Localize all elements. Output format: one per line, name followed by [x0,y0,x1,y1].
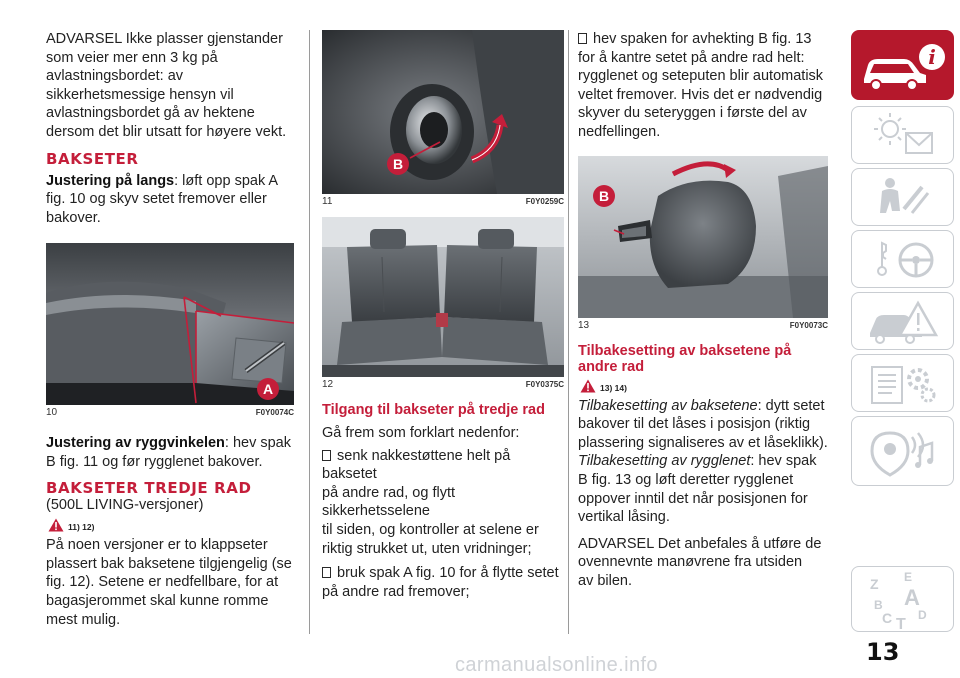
bullet-3 [578,30,830,142]
text-line: plassering signaliseres av et låseklikk). [578,434,828,451]
langs-label: Justering på langs [46,172,175,189]
text-line: avlastningsbordet: av [46,68,184,85]
text-line: på andre rad, og flytt sikkerhetsselene [322,484,455,520]
index-letter: Z [870,576,879,592]
bullet-2 [322,564,562,601]
text-line: : hev spak [750,453,817,470]
tab-safety[interactable] [851,168,954,226]
index-letter: C [882,610,893,626]
figure-number: 11 [322,196,333,207]
tredje-rad-paragraph [46,536,296,629]
multimedia-icon [852,417,955,487]
text-line: rygglenet og seteputen blir automatisk [578,68,824,85]
heading-line: Tilbakesetting av baksetene på [578,342,792,359]
tab-car-info[interactable] [851,30,954,100]
text-line: : dytt setet [757,397,825,414]
text-line: bruk spak A fig. 10 for å flytte setet [337,565,559,582]
heading-tilbakesetting [578,343,830,375]
figure-number: 10 [46,407,58,419]
figure-code: F0Y0073C [789,320,828,330]
starting-driving-icon [852,231,955,289]
warning-ref-text: 11) 12) [68,522,95,533]
heading-bakseter-tredje-rad: BAKSETER TREDJE RAD [46,478,252,497]
text-line: riktig strukket ut, uten vridninger; [322,540,532,557]
tab-emergency[interactable] [851,292,954,350]
text-line: sikkerhetsmessige hensyn vil [46,86,234,103]
text-line: for å kantre setet på andre rad helt: [578,49,805,66]
column-divider [568,30,569,634]
marker-b-label: B [392,156,404,172]
column-2 [322,30,562,601]
info-glyph: i [928,45,936,69]
text-line: skyver du seteryggen i første del av [578,105,807,122]
text-line: ADVARSEL Ikke plasser gjenstander [46,31,283,47]
marker-a-label: A [262,381,274,398]
figure-11-image [322,30,564,194]
text-line: veltet fremover. Hvis det er nødvendig [578,86,823,103]
text-line: som veier mer enn 3 kg på [46,49,218,66]
versjon-note: (500L LIVING-versjoner) [46,496,204,513]
figure-number: 12 [322,379,334,390]
tab-maintenance[interactable] [851,354,954,412]
text-line: B fig. 13 og løft deretter rygglenet [578,471,794,488]
text-line: plassert bak baksetene tilgjengelig (se [46,555,292,572]
text-line: dersom det blir utsatt for høyere vekt. [46,123,287,140]
lead-text: Gå frem som forklart nedenfor: [322,425,520,441]
checkbox-bullet-icon [578,33,587,44]
warning-triangle-icon [580,379,596,393]
tab-starting-driving[interactable] [851,230,954,288]
text-line: på andre rad fremover; [322,583,470,600]
advarsel-paragraph [46,30,296,142]
tilbake-label: Tilbakesetting av baksetene [578,397,758,414]
car-info-icon [852,31,955,101]
figure-10 [46,243,294,418]
figure-code: F0Y0074C [255,408,294,418]
figure-13 [578,156,828,331]
text-line: vertikal låsing. [578,509,670,526]
warning-ref-text: 13) 14) [600,382,627,393]
bullet-1 [322,447,562,559]
figure-13-caption [578,320,828,331]
checkbox-bullet-icon [322,450,331,461]
text-line: På noen versjoner er to klappseter [46,537,268,554]
maintenance-icon [852,355,955,413]
text-line: hev spaken for avhekting B fig. 13 [593,31,812,47]
figure-11-caption [322,196,564,207]
figure-code: F0Y0375C [525,380,564,389]
index-letter: D [918,608,927,622]
tab-warning-lights[interactable] [851,106,954,164]
emergency-icon [852,293,955,351]
figure-12 [322,217,564,390]
warning-triangle-icon [48,518,64,532]
text-line: fig. 10 og skyv setet fremover eller [46,191,267,208]
tab-index[interactable] [851,566,954,632]
text-line: : løft opp spak A [174,172,279,189]
safety-icon [852,169,955,227]
text-line: senk nakkestøttene helt på baksetet [322,447,511,483]
text-line: oppover inntil det når posisjonen for [578,490,808,507]
column-divider [309,30,310,634]
text-line: fig. 12). Setene er nedfellbare, for at [46,574,279,591]
index-letter: A [904,585,920,610]
figure-12-image [322,217,564,377]
watermark: carmanualsonline.info [455,654,658,676]
column-3 [578,30,830,591]
heading-bakseter: BAKSETER [46,149,139,168]
column-1 [46,30,296,629]
text-line: B fig. 11 og før rygglenet bakover. [46,453,263,470]
page-number: 13 [866,638,900,666]
text-line: ovennevnte manøvrene fra utsiden [578,554,803,571]
figure-12-caption [322,379,564,390]
warning-reference [48,518,296,532]
text-line: bagasjerommet skal kunne romme [46,592,269,609]
figure-10-image [46,243,294,405]
warning-lights-icon [852,107,955,165]
text-line: mest mulig. [46,611,121,628]
rygglenet-label: Tilbakesetting av rygglenet [578,453,751,470]
langs-paragraph [46,172,296,228]
text-line: ADVARSEL Det anbefales å utføre de [578,535,822,552]
index-letter: E [904,570,913,584]
text-line: bakover til det låses i posisjon (riktig [578,416,811,433]
index-icon [852,567,955,633]
figure-code: F0Y0259C [525,197,564,206]
rygg-label: Justering av ryggvinkelen [46,435,225,452]
figure-13-image [578,156,828,318]
figure-11 [322,30,564,207]
index-letter: B [874,598,883,612]
tab-multimedia[interactable] [851,416,954,486]
text-line: avlastningsbordet gå av hektene [46,105,255,122]
text-line: : hev spak [224,435,291,452]
heading-tilgang: Tilgang til bakseter på tredje rad [322,402,545,418]
marker-b-label: B [598,187,610,204]
tilbake-paragraph [578,397,830,527]
heading-line: andre rad [578,358,645,375]
text-line: nedfellingen. [578,123,661,140]
figure-10-caption [46,407,294,418]
text-line: til siden, og kontroller at selene er [322,521,539,538]
figure-number: 13 [578,319,590,331]
advarsel-utsiden [578,535,830,591]
checkbox-bullet-icon [322,567,331,578]
index-letter: T [896,616,906,633]
text-line: av bilen. [578,572,633,589]
warning-reference [580,379,830,393]
text-line: bakover. [46,209,101,226]
rygg-paragraph [46,434,296,471]
